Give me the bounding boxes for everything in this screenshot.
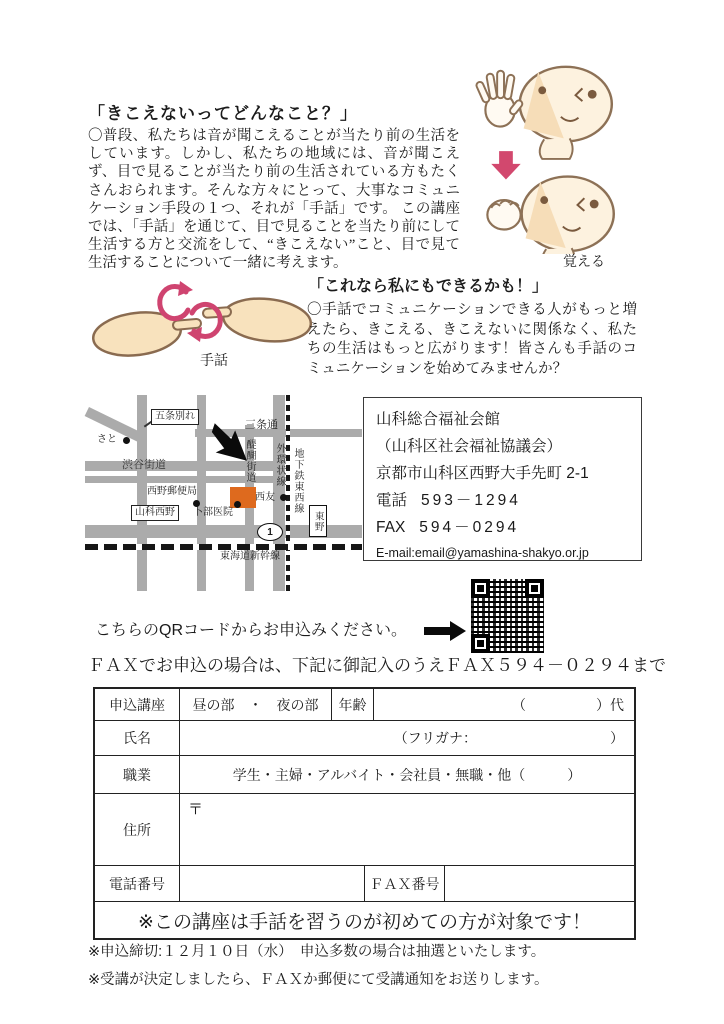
qr-finder-pattern	[471, 579, 490, 598]
map-label-gaikan-line: 外環状線	[274, 443, 285, 487]
map-label-shinkansen: 東海道新幹線	[220, 551, 280, 562]
qr-instruction: こちらのQRコードからお申込みください。	[95, 622, 408, 639]
poi-dot	[123, 437, 130, 444]
map-label-nishino-post-office: 西野郵便局	[147, 486, 197, 497]
form-row-course	[95, 689, 634, 721]
qr-code	[471, 579, 544, 653]
shuwa-caption: 手話	[200, 354, 228, 369]
venue-email: E-mail:email@yamashina-shakyo.or.jp	[376, 546, 589, 560]
map-route1-shield: 1	[257, 523, 283, 541]
phone-label: 電話番号	[95, 866, 180, 901]
note-deadline: ※申込締切:１２月１０日（水） 申込多数の場合は抽選といたします。	[88, 944, 546, 960]
beginner-note: ※この講座は手話を習うのが初めての方が対象です！	[138, 911, 591, 933]
map-label-seiyu: 西友	[255, 492, 275, 503]
poi-dot	[193, 500, 200, 507]
occupation-options[interactable]: 学生・主婦・アルバイト・会社員・無職・他（ ）	[232, 766, 582, 783]
form-row-occupation	[95, 756, 634, 794]
form-row-note	[95, 902, 634, 938]
map-label-daigo-kaido: 醍醐街道	[244, 439, 255, 483]
venue-tel-label: 電話	[376, 492, 408, 509]
right-arrow-icon	[424, 621, 466, 641]
qr-finder-pattern	[525, 579, 544, 598]
venue-tel-number: 593－1294	[421, 492, 521, 509]
venue-info-box	[363, 397, 642, 561]
map-location-arrow-icon	[211, 421, 257, 467]
venue-fax	[376, 514, 629, 541]
venue-name: 山科総合福祉会館	[376, 411, 501, 428]
venue-fax-label: FAX	[376, 519, 406, 536]
address-input-cell[interactable]: 〒	[188, 801, 204, 818]
fax-input-cell[interactable]	[445, 866, 634, 901]
venue-address: 京都市山科区西野大手先町 2-1	[376, 465, 589, 482]
poi-dot	[280, 494, 287, 501]
fax-label: ＦＡＸ番号	[365, 866, 445, 901]
course-options[interactable]: 昼の部 ・ 夜の部	[180, 689, 332, 720]
map-label-shibutani-kaido: 渋谷街道	[122, 459, 166, 471]
address-label: 住所	[95, 794, 180, 865]
form-row-phone	[95, 866, 634, 902]
access-map	[85, 395, 362, 591]
map-higashino-station: 東野	[309, 505, 327, 537]
course-label: 申込講座	[95, 689, 180, 720]
form-row-name	[95, 721, 634, 756]
oboeru-caption: 覚える	[563, 255, 605, 270]
section-cando-heading: 「これなら私にもできるかも！」	[308, 278, 549, 295]
fax-instruction: ＦＡＸでお申込の場合は、下記に御記入のうえＦＡＸ５９４－０２９４まで	[88, 656, 666, 675]
venue-fax-number: 594－0294	[419, 519, 520, 536]
age-input-cell[interactable]: （ ）代	[512, 696, 624, 713]
form-row-address	[95, 794, 634, 866]
venue-org: （山科区社会福祉協議会）	[376, 438, 563, 455]
sign-language-oboeru-illustration	[466, 58, 641, 254]
section-hearing-body: 〇普段、私たちは音が聞こえることが当たり前の生活をしています。しかし、私たちの地域には、音が聞こえず、目で見ることが当たり前の生活されている方もたくさんおられます。そんな方々にとって、大事なコミュニケーション手段の１つ、それが「手話」です。 この講座では、「手話」を通じて、目で見ることを当たり前にして生活する方と交流をして、“きこえない”こと、目で見て生活することについて一緒に考えます。	[88, 128, 460, 272]
map-label-urabe-clinic: 卜部医院	[193, 507, 233, 518]
poi-dot	[234, 501, 241, 508]
application-form-table	[93, 687, 636, 940]
age-label: 年齢	[332, 689, 374, 720]
map-label-gojo-wakare: 五条別れ	[151, 409, 199, 425]
note-notification: ※受講が決定しましたら、ＦＡＸか郵便にて受講通知をお送りします。	[88, 972, 549, 988]
section-hearing-heading: 「きこえないってどんなこと？」	[88, 104, 358, 123]
map-shinkansen-line	[85, 544, 362, 550]
phone-input-cell[interactable]	[180, 866, 365, 901]
face-open-hand	[475, 67, 611, 159]
map-road-shibutani-2	[85, 476, 285, 483]
name-label: 氏名	[95, 721, 180, 755]
map-label-sanjo-dori: 三条通	[245, 419, 278, 431]
map-label-sato: さと	[97, 434, 117, 445]
map-label-yamashina-nishino: 山科西野	[131, 505, 179, 521]
map-subway-line	[286, 395, 290, 591]
venue-tel	[376, 487, 629, 514]
name-input-cell[interactable]: （フリガナ： ）	[393, 730, 624, 746]
occupation-label: 職業	[95, 756, 180, 793]
section-cando-body: 〇手話でコミュニケーションできる人がもっと増えたら、きこえる、きこえないに関係なく、私たちの生活はもっと広がります！皆さんも手話のコミュニケーションを始めてみませんか？	[307, 302, 637, 377]
map-label-subway-line: 地下鉄東西線	[292, 448, 303, 514]
down-arrow-icon	[491, 151, 520, 179]
face-closed-fist	[487, 177, 613, 254]
